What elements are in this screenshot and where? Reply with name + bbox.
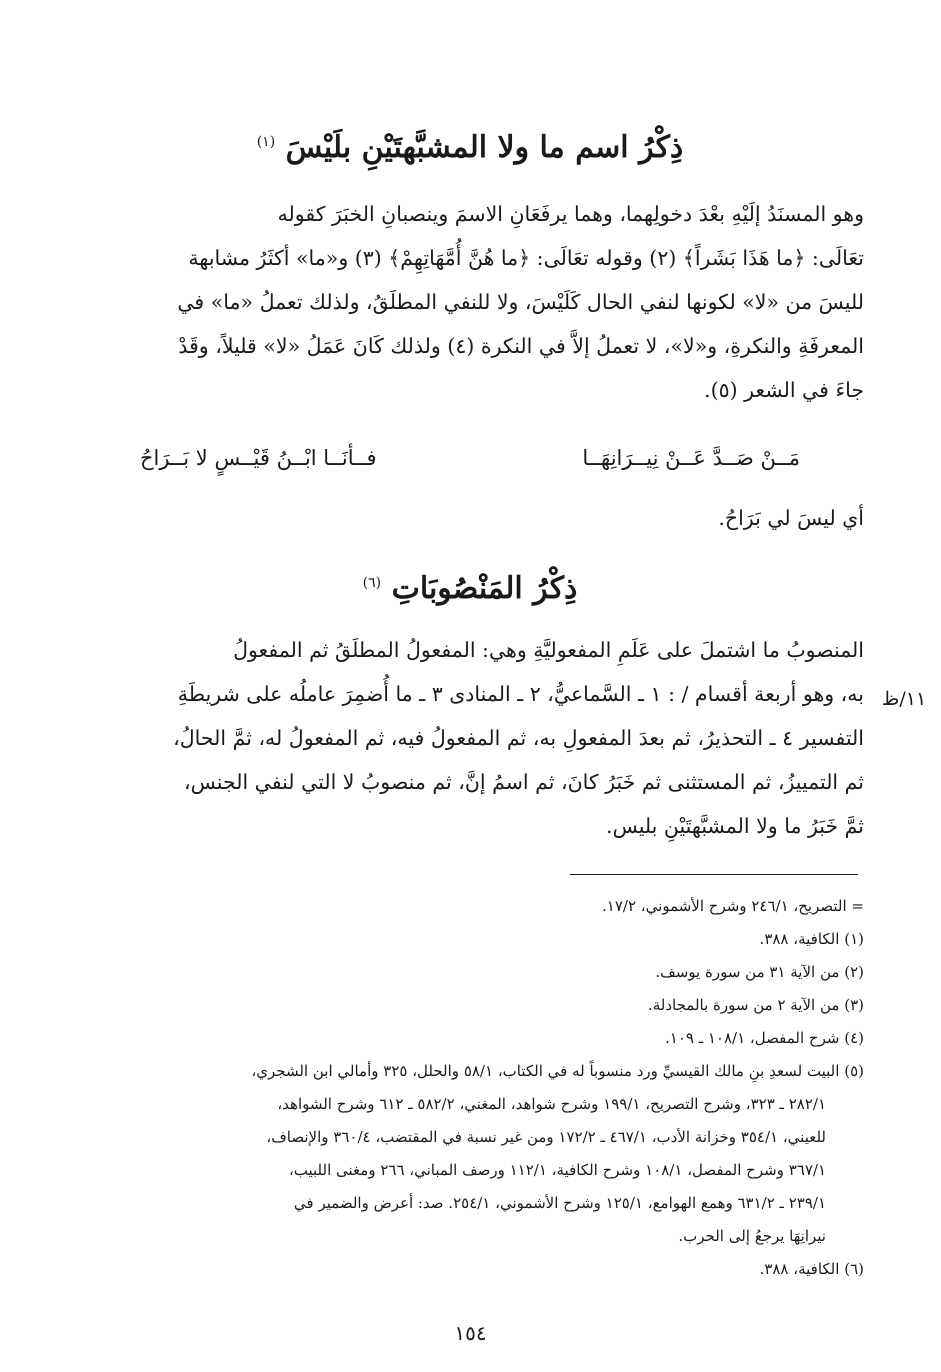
text-line: به، وهو أربعة أقسام / : ١ ـ السَّماعيُّ، ٢ ـ المنادى ٣ ـ ما أُضمِرَ عاملُه على شريطَةِ (177, 682, 864, 706)
text-line: وهو المسنَدُ إلَيْهِ بعْدَ دخولِهما، وهما يرفَعَانِ الاسمَ وينصبانِ الخبَرَ كقوله (277, 202, 864, 226)
text-line: تعَالَى: ﴿ما هَذَا بَشَراً﴾ (٢) وقوله تعَالَى: ﴿ما هُنَّ أُمَّهَاتِهِمْ﴾ (٣) و«ما» أكثَرُ مشابهة (188, 246, 864, 270)
footnote-marker: (٥) (844, 1062, 864, 1080)
verse-gloss (84, 496, 864, 540)
footnote-item (84, 923, 864, 956)
section-heading-ism-ma-wa-la (80, 122, 860, 168)
footnote-ref: (١) (256, 134, 276, 150)
footnote-marker: = (851, 897, 864, 915)
footnote-continuation: ٢٣٩/١ ـ ٦٣١/٢ وهمع الهوامع، ١٢٥/١ وشرح الأشموني، ٢٥٤/١. صد: أعرض والضمير في (293, 1194, 826, 1212)
footnote-continuation: ٣٦٧/١ وشرح المفصل، ١٠٨/١ وشرح الكافية، ١١٢/١ ورصف المباني، ٢٦٦ ومغنى اللبيب، (288, 1161, 826, 1179)
footnote-item (84, 1022, 864, 1055)
footnote-marker: (٦) (844, 1260, 864, 1278)
footnote-text: من الآية ٣١ من سورة يوسف. (655, 963, 840, 981)
footnote-text: الكافية، ٣٨٨. (759, 930, 840, 948)
footnote-item (84, 989, 864, 1022)
paragraph-ma-wa-la (84, 192, 864, 412)
text-line: ثم التمييزُ، ثم المستثنى ثم خَبَرُ كانَ، ثم اسمُ إنَّ، ثم منصوبُ لا التي لنفي الجنس، (184, 770, 864, 794)
footnote-item (84, 956, 864, 989)
footnote-item (84, 1055, 864, 1088)
footnote-text: شرح المفصل، ١٠٨/١ ـ ١٠٩. (664, 1029, 840, 1047)
footnote-text: الكافية، ٣٨٨. (759, 1260, 840, 1278)
verse-hemistich-second: فــأنَــا ابْــنُ قَيْــسٍ لا بَــرَاحُ (140, 446, 377, 470)
footnote-item (84, 890, 864, 923)
footnote-marker: (٤) (844, 1029, 864, 1047)
footnote-item (84, 1253, 864, 1286)
text-line: المعرفَةِ والنكرةِ، و«لا»، لا تعملُ إلاَّ في النكرة (٤) ولذلك كَانَ عَمَلُ «لا» قليلاً، وقَدْ (178, 334, 864, 358)
footnote-marker: (٣) (844, 996, 864, 1014)
footnote-marker: (١) (844, 930, 864, 948)
heading-text: ذِكْرُ اسم ما ولا المشبَّهتَيْنِ بلَيْسَ (285, 130, 684, 165)
paragraph-mansubat (84, 628, 864, 848)
footnote-separator (570, 874, 858, 875)
section-heading-mansubat (80, 563, 860, 609)
poetry-verse (140, 438, 800, 478)
footnote-ref: (٦) (362, 575, 382, 591)
manuscript-folio-marker: ١١/ظ (881, 688, 927, 710)
footnote-text: من الآية ٢ من سورة بالمجادلة. (647, 996, 840, 1014)
footnote-marker: (٢) (844, 963, 864, 981)
text-line: المنصوبُ ما اشتملَ على عَلَمِ المفعوليَّةِ وهي: المفعولُ المطلَقُ ثم المفعولُ (233, 638, 864, 662)
footnote-continuation: للعيني، ٣٥٤/١ وخزانة الأدب، ٤٦٧/١ ـ ١٧٢/٢ ومن غير نسبة في المقتضب، ٣٦٠/٤ والإنصاف، (266, 1128, 826, 1146)
text-line: ثمَّ خَبَرُ ما ولا المشبَّهتَيْنِ بليس. (606, 814, 864, 838)
page-number: ١٥٤ (454, 1321, 487, 1345)
text-line: لليسَ من «لا» لكونها لنفي الحال كَلَيْسَ، ولا للنفي المطلَقُ، ولذلك تعملُ «ما» في (177, 290, 864, 314)
footnote-continuation: نيرانِهَا يرجعُ إلى الحرب. (678, 1227, 826, 1245)
heading-text: ذِكْرُ المَنْصُوبَاتِ (391, 571, 578, 606)
footnote-text: التصريح، ٢٤٦/١ وشرح الأشموني، ١٧/٢. (602, 897, 847, 915)
verse-hemistich-first: مَــنْ صَــدَّ عَــنْ نِيــرَانِهَــا (582, 446, 800, 470)
footnote-text: البيت لسعدِ بنِ مالك القيسيِّ ورد منسوباً له في الكتاب، ٥٨/١ والحلل، ٣٢٥ وأمالي ابن الشجري، (251, 1062, 840, 1080)
text-line: جاءَ في الشعر (٥). (704, 378, 864, 402)
text-line: التفسير ٤ ـ التحذيرُ، ثم بعدَ المفعولِ به، ثم المفعولُ فيه، ثم المفعولُ له، ثمَّ الحالُ، (173, 726, 864, 750)
footnotes (84, 890, 864, 1286)
text-line: أي ليسَ لي بَرَاحُ. (718, 506, 864, 530)
footnote-continuation: ٢٨٢/١ ـ ٣٢٣، وشرح التصريح، ١٩٩/١ وشرح شواهد، المغني، ٥٨٢/٢ ـ ٦١٢ وشرح الشواهد، (277, 1095, 826, 1113)
